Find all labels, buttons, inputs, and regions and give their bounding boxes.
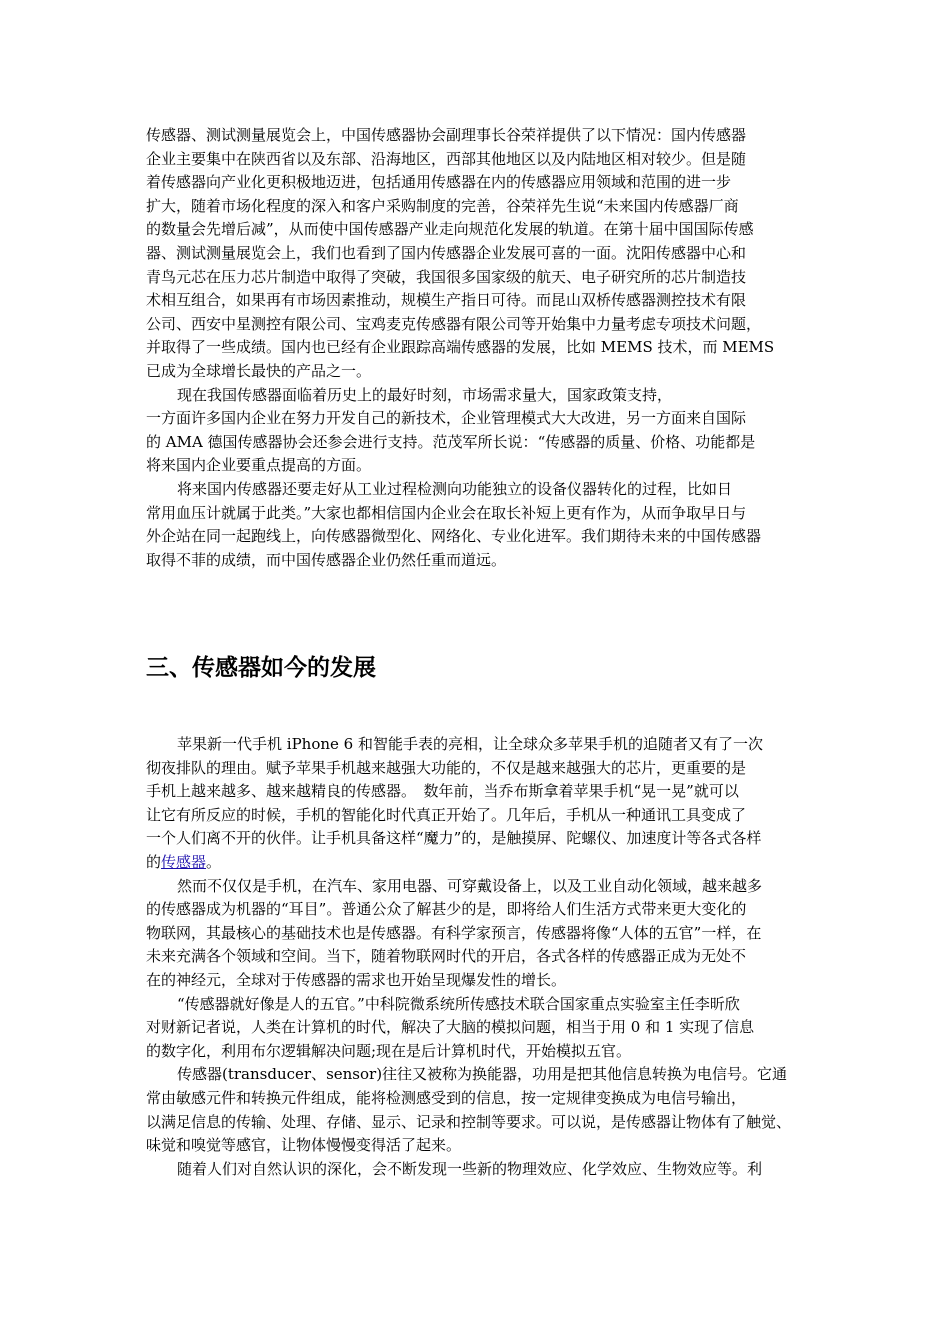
- text-line: 企业主要集中在陕西省以及东部、沿海地区，西部其他地区以及内陆地区相对较少。但是随: [146, 149, 747, 168]
- text-line: 将来国内企业要重点提高的方面。: [146, 456, 372, 475]
- text-line: 的 AMA 德国传感器协会还参会进行支持。范茂军所长说：“传感器的质量、价格、功能都是: [146, 432, 756, 451]
- link-suffix: 。: [206, 852, 222, 871]
- text-line: 的传感器成为机器的“耳目”。普通公众了解甚少的是，即将给人们生活方式带来更大变化的: [146, 900, 747, 919]
- text-line: 公司、西安中星测控有限公司、宝鸡麦克传感器有限公司等开始集中力量考虑专项技术问题，: [146, 314, 762, 333]
- text-line: 对财新记者说，人类在计算机的时代，解决了大脑的模拟问题，相当于用 0 和 1 实现了信息: [146, 1018, 755, 1037]
- text-line: “传感器就好像是人的五官。”中科院微系统所传感技术联合国家重点实验室主任李昕欣: [177, 994, 740, 1013]
- sensor-link[interactable]: 传感器: [161, 852, 207, 871]
- text-line: 着传感器向产业化更积极地迈进，包括通用传感器在内的传感器应用领域和范围的进一步: [146, 173, 732, 192]
- text-line: 苹果新一代手机 iPhone 6 和智能手表的亮相，让全球众多苹果手机的追随者又有了一次: [177, 735, 763, 753]
- text-line: 取得不菲的成绩，而中国传感器企业仍然任重而道远。: [146, 550, 507, 569]
- text-line: 彻夜排队的理由。赋予苹果手机越来越强大功能的，不仅是越来越强大的芯片，更重要的是: [146, 758, 747, 777]
- text-line: 的数字化，利用布尔逻辑解决问题;现在是后计算机时代，开始模拟五官。: [146, 1041, 632, 1060]
- section-heading: 三、传感器如今的发展: [146, 655, 376, 681]
- text-line: 未来充满各个领域和空间。当下，随着物联网时代的开启，各式各样的传感器正成为无处不: [146, 947, 747, 966]
- text-line: 的数量会先增后减”，从而使中国传感器产业走向规范化发展的轨道。在第十届中国国际传感: [146, 220, 754, 239]
- text-line: 物联网，其最核心的基础技术也是传感器。有科学家预言，传感器将像“人体的五官”一样，在: [146, 923, 762, 942]
- body-text-section-1: [146, 124, 826, 572]
- text-line: 扩大，随着市场化程度的深入和客户采购制度的完善，谷荣祥先生说“未来国内传感器厂商: [146, 196, 739, 215]
- text-line: 将来国内传感器还要走好从工业过程检测向功能独立的设备仪器转化的过程，比如日: [177, 479, 733, 498]
- body-text-section-2: [146, 733, 826, 1181]
- text-line: 传感器、测试测量展览会上，中国传感器协会副理事长谷荣祥提供了以下情况：国内传感器: [146, 126, 747, 144]
- text-line: 在的神经元，全球对于传感器的需求也开始呈现爆发性的增长。: [146, 970, 567, 989]
- text-line: 术相互组合，如果再有市场因素推动，规模生产指日可待。而昆山双桥传感器测控技术有限: [146, 291, 747, 310]
- text-line: 一方面许多国内企业在努力开发自己的新技术，企业管理模式大大改进，另一方面来自国际: [146, 409, 747, 428]
- text-line: 常由敏感元件和转换元件组成，能将检测感受到的信息，按一定规律变换成为电信号输出，: [146, 1088, 747, 1107]
- text-line: 传感器(transducer、sensor)往往又被称为换能器，功用是把其他信息转换为电信号。它通: [177, 1065, 788, 1084]
- text-line: 味觉和嗅觉等感官，让物体慢慢变得活了起来。: [146, 1136, 462, 1155]
- text-line: 随着人们对自然认识的深化，会不断发现一些新的物理效应、化学效应、生物效应等。利: [177, 1159, 763, 1178]
- text-line: 器、测试测量展览会上，我们也看到了国内传感器企业发展可喜的一面。沈阳传感器中心和: [146, 243, 747, 262]
- text-line: 青鸟元芯在压力芯片制造中取得了突破，我国很多国家级的航天、电子研究所的芯片制造技: [146, 267, 747, 286]
- text-line: 现在我国传感器面临着历史上的最好时刻，市场需求量大，国家政策支持，: [177, 385, 673, 404]
- text-line: 外企站在同一起跑线上，向传感器微型化、网络化、专业化进军。我们期待未来的中国传感器: [146, 527, 762, 546]
- text-line: 并取得了一些成绩。国内也已经有企业跟踪高端传感器的发展，比如 MEMS 技术，而 MEMS: [146, 338, 775, 357]
- text-line: 以满足信息的传输、处理、存储、显示、记录和控制等要求。可以说，是传感器让物体有了触觉、: [146, 1112, 792, 1131]
- text-line: 常用血压计就属于此类。”大家也都相信国内企业会在取长补短上更有作为，从而争取早日与: [146, 503, 747, 522]
- text-line: 已成为全球增长最快的产品之一。: [146, 361, 372, 380]
- text-line: 一个人们离不开的伙伴。让手机具备这样“魔力”的，是触摸屏、陀螺仪、加速度计等各式各样: [146, 829, 762, 848]
- text-line: 让它有所反应的时候，手机的智能化时代真正开始了。几年后，手机从一种通讯工具变成了: [146, 805, 747, 824]
- text-line: 手机上越来越多、越来越精良的传感器。 数年前，当乔布斯拿着苹果手机“晃一晃”就可以: [146, 782, 739, 801]
- text-line: 然而不仅仅是手机，在汽车、家用电器、可穿戴设备上，以及工业自动化领域，越来越多: [177, 876, 763, 895]
- link-prefix: 的: [146, 852, 162, 871]
- text-line-with-link: [146, 851, 826, 875]
